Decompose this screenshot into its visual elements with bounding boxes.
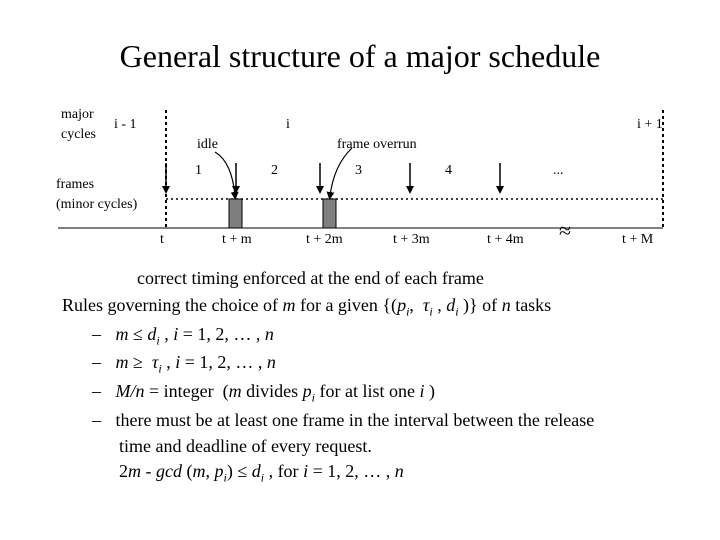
frames-line2: (minor cycles)	[56, 197, 138, 212]
slide-title: General structure of a major schedule	[119, 38, 601, 74]
time-label-t-plus-2m: t + 2m	[306, 232, 343, 247]
cycle-label-next-text: i + 1	[637, 117, 663, 132]
idle-block-2	[323, 199, 336, 228]
bullet-1-text: $m \le d_i$ , i = 1, 2, … , n	[115, 324, 274, 348]
axis-break-symbol: ≈	[559, 218, 572, 243]
bullet-3	[92, 381, 435, 406]
idle-label: idle	[197, 137, 218, 152]
bullet-dash: –	[92, 352, 101, 372]
rules-intro-text: Rules governing the choice of m for a given {($p_i$, $\tau_i$ , $d_i$ )} of n tasks	[62, 295, 552, 319]
bullet-1	[92, 324, 274, 349]
bullet-4-text: there must be at least one frame in the interval between the release	[115, 410, 595, 430]
time-label-t-plus-m: t + m	[222, 232, 252, 247]
cycle-label-prev-text: i - 1	[114, 117, 137, 132]
time-label-t-plus-4m: t + 4m	[487, 232, 524, 247]
bullet-4	[92, 410, 594, 431]
bullet-4-continuation: time and deadline of every request.	[119, 436, 372, 456]
formula-text: 2m - gcd (m, $p_i) \le d_i$ , for i = 1, 2, … , n	[119, 461, 404, 485]
time-label-t-plus-3m: t + 3m	[393, 232, 430, 247]
frame-number-4: 4	[445, 163, 452, 178]
frame-number-ellipsis: ...	[553, 163, 564, 178]
overrun-pointer	[330, 148, 352, 196]
bullet-3-text: M/n = integer (m divides $p_i$ for at list one i )	[115, 381, 435, 405]
frame-overrun-label: frame overrun	[337, 137, 417, 152]
idle-pointer	[215, 152, 235, 196]
idle-block-1	[229, 199, 242, 228]
time-label-t-plus-M: t + M	[622, 232, 654, 247]
bullet-2	[92, 352, 276, 377]
major-cycles-line2: cycles	[61, 127, 96, 142]
bullet-dash: –	[92, 410, 101, 430]
frames-line1: frames	[56, 177, 95, 192]
formula	[119, 461, 404, 486]
timing-note: correct timing enforced at the end of each frame	[137, 268, 484, 288]
rules-intro	[62, 295, 551, 320]
bullet-dash: –	[92, 381, 101, 401]
cycle-label-current-text: i	[286, 117, 290, 132]
frame-number-1: 1	[195, 163, 202, 178]
major-cycles-line1: major	[61, 107, 94, 122]
bullet-2-text: $m \ge \tau_i$ , i = 1, 2, … , n	[115, 352, 276, 376]
frame-number-2: 2	[271, 163, 278, 178]
time-label-t: t	[160, 232, 164, 247]
bullet-dash: –	[92, 324, 101, 344]
frame-number-3: 3	[355, 163, 362, 178]
